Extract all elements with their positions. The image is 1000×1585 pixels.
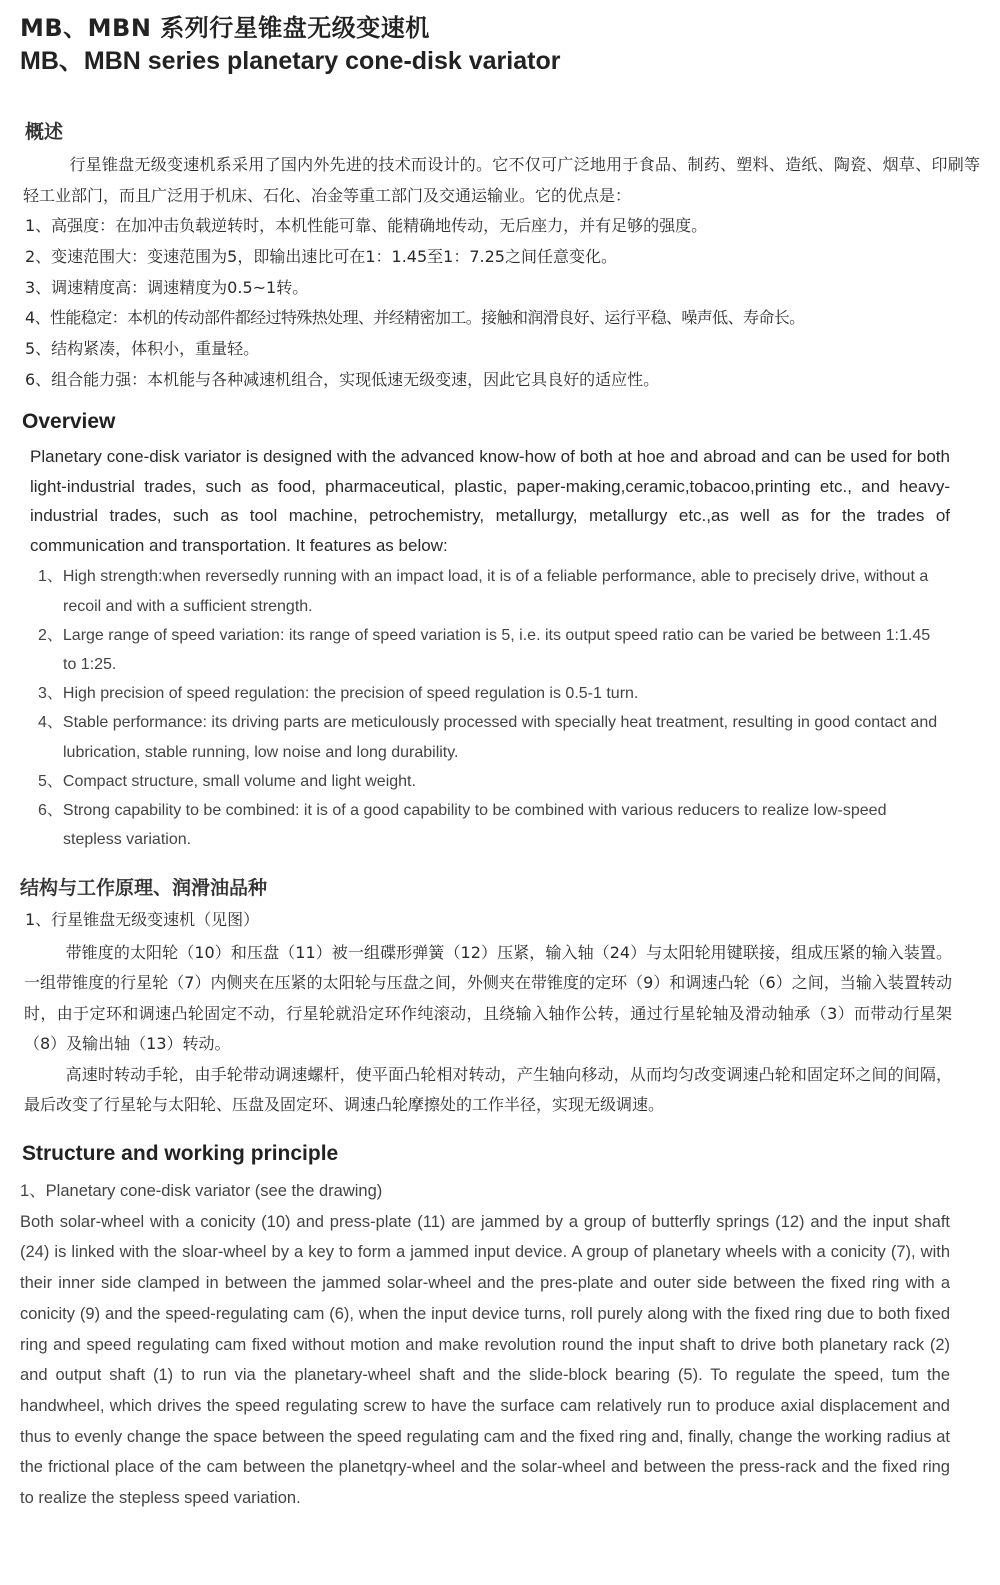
structure-english-body: Both solar-wheel with a conicity (10) and press-plate (11) are jammed by a group of butterfly springs (12) and the input shaft (24) is linked with the sloar-wheel by a key to form a jammed input device. A group of planetary wheels with a conicity (7), with their inner side clamped in between the jammed solar-wheel and the pres-plate and outer side between the fixed ring with a conicity (9) and the speed-regulating cam (6), when the input device turns, roll purely along with the fixed ring due to both fixed ring and speed regulating cam fixed without motion and make revolution round the input shaft to drive both planetary rack (2) and output shaft (1) to run via the planetary-wheel shaft and the slide-block bearing (5). To regulate the speed, tum the handwheel, which drives the speed regulating screw to have the surface cam relatively run to produce axial displacement and thus to evenly change the space between the speed regulating cam and the fixed ring and, finally, change the working radius at the frictional place of the cam between the planetqry-wheel and the solar-wheel and between the press-rack and the fixed ring to realize the stepless speed variation.: [20, 1212, 950, 1508]
list-item: 3、调速精度高：调速精度为0.5~1转。: [25, 277, 309, 297]
list-item: 6、Strong capability to be combined: it is of a good capability to be combined with various reducers to realize low-speed stepless variation.: [38, 802, 887, 849]
overview-chinese-intro: 行星锥盘无级变速机系采用了国内外先进的技术而设计的。它不仅可广泛地用于食品、制药、塑料、造纸、陶瓷、烟草、印刷等轻工业部门，而且广泛用于机床、石化、冶金等重工部门及交通运输业。它的优点是：: [23, 155, 980, 205]
list-item: 4、性能稳定：本机的传动部件都经过特殊热处理、并经精密加工。接触和润滑良好、运行平稳、噪声低、寿命长。: [25, 308, 805, 328]
overview-chinese-list: [25, 211, 980, 396]
list-item: 4、Stable performance: its driving parts are meticulously processed with specially heat treatment, resulting in good contact and lubrication, stable running, low noise and long durability.: [38, 714, 938, 761]
structure-chinese-section: [20, 874, 980, 1121]
list-item: 1、High strength:when reversedly running with an impact load, it is of a feliable performance, able to precisely drive, without a recoil and with a sufficient strength.: [38, 568, 929, 615]
overview-chinese-section: [25, 118, 980, 396]
list-item: 2、变速范围大：变速范围为5，即输出速比可在1：1.45至1：7.25之间任意变化。: [25, 246, 617, 266]
structure-english-heading: Structure and working principle: [22, 1142, 339, 1165]
structure-english-subheading: 1、Planetary cone-disk variator (see the drawing): [20, 1182, 383, 1200]
title-block: [20, 12, 980, 78]
overview-english-section: [20, 408, 980, 854]
list-item: 6、组合能力强：本机能与各种减速机组合，实现低速无级变速，因此它具良好的适应性。: [25, 369, 660, 389]
overview-english-intro: Planetary cone-disk variator is designed with the advanced know-how of both at hoe and abroad and can be used for both light-industrial trades, such as food, pharmaceutical, plastic, paper-making,ceramic,tobacoo,printing etc., and heavy-industrial trades, such as tool machine, petrochemistry, metallurgy, metallurgy etc.,as well as for the trades of communication and transportation. It features as below:: [30, 447, 950, 555]
list-item: 5、Compact structure, small volume and light weight.: [38, 772, 416, 790]
list-item: 2、Large range of speed variation: its range of speed variation is 5, i.e. its output speed ratio can be varied be between 1:1.45 to 1:25.: [38, 626, 931, 673]
list-item: 5、结构紧凑，体积小，重量轻。: [25, 339, 260, 359]
structure-chinese-paragraph: 高速时转动手轮，由手轮带动调速螺杆，使平面凸轮相对转动，产生轴向移动，从而均匀改变调速凸轮和固定环之间的间隔，最后改变了行星轮与太阳轮、压盘及固定环、调速凸轮摩擦处的工作半径，实现无级调速。: [24, 1064, 952, 1115]
structure-chinese-heading: 结构与工作原理、润滑油品种: [20, 877, 268, 899]
title-chinese: MB、MBN 系列行星锥盘无级变速机: [20, 14, 430, 42]
list-item: 1、高强度：在加冲击负载逆转时，本机性能可靠、能精确地传动，无后座力，并有足够的强度。: [25, 216, 708, 235]
overview-english-heading: Overview: [22, 410, 116, 433]
list-item: 3、High precision of speed regulation: the precision of speed regulation is 0.5-1 turn.: [38, 685, 639, 703]
structure-chinese-subheading: 1、行星锥盘无级变速机（见图）: [25, 910, 260, 929]
overview-chinese-heading: 概述: [25, 121, 64, 143]
title-english: MB、MBN series planetary cone-disk variator: [20, 47, 561, 75]
overview-english-list: [20, 562, 980, 854]
structure-chinese-paragraph: 带锥度的太阳轮（10）和压盘（11）被一组碟形弹簧（12）压紧，输入轴（24）与太阳轮用键联接，组成压紧的输入装置。一组带锥度的行星轮（7）内侧夹在压紧的太阳轮与压盘之间，外侧夹在带锥度的定环（9）和调速凸轮（6）之间，当输入装置转动时，由于定环和调速凸轮固定不动，行星轮就沿定环作纯滚动，且绕输入轴作公转，通过行星轮轴及滑动轴承（3）而带动行星架（8）及输出轴（13）转动。: [24, 942, 952, 1054]
structure-english-section: [20, 1140, 980, 1514]
